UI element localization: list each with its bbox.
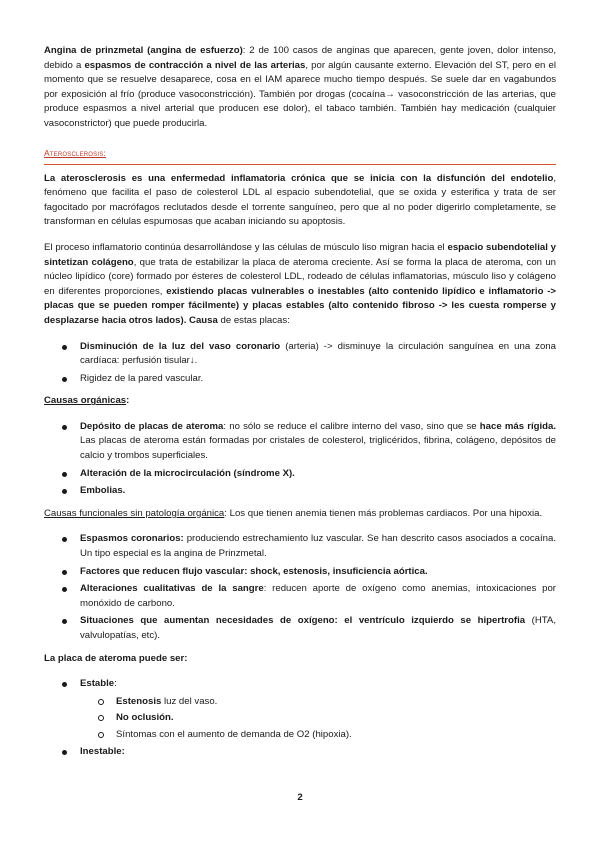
- sub-list-item: [44, 728, 556, 743]
- bullet-list-organicas: [44, 420, 556, 499]
- bullet-list-placa: [44, 677, 556, 759]
- list-item: [44, 532, 556, 561]
- bullet-icon: [62, 587, 67, 592]
- bold-run: existiendo placas vulnerables o inestables (alto contenido lipídico e inflamatorio -> placas que se pueden romper fácilmente) y placas estables (alto contenido fibroso -> les cuesta romperse y desplazarse hacia otros lados). Causa: [44, 285, 556, 326]
- causas-funcionales-paragraph: [44, 507, 556, 522]
- bold-run: Espasmos coronarios:: [80, 533, 184, 545]
- bold-run: Disminución de la luz del vaso coronario: [80, 340, 281, 352]
- list-item: [44, 484, 556, 499]
- underlined-heading: Causas orgánicas: [44, 395, 127, 407]
- bold-run: Estable: [80, 678, 115, 690]
- list-item-estable: [44, 677, 556, 692]
- causas-organicas-heading: [44, 394, 556, 409]
- bold-run: No oclusión.: [116, 712, 174, 724]
- bold-run: :: [121, 745, 125, 757]
- heading-colon: :: [126, 395, 130, 407]
- text-run: : no sólo se reduce el calibre interno del vaso, sino que se: [223, 420, 480, 432]
- underlined-heading: Causas funcionales sin patología orgánica: [44, 507, 225, 519]
- bullet-list-funcionales: [44, 532, 556, 643]
- bullet-icon: [62, 682, 67, 687]
- prinzmetal-title: Angina de prinzmetal (angina de esfuerzo): [44, 45, 243, 56]
- text-run: Rigidez de la pared vascular.: [80, 372, 204, 384]
- bullet-icon: [62, 489, 67, 494]
- bold-run: La aterosclerosis es una enfermedad inflamatoria crónica que se inicia con la disfunción del endotelio: [44, 172, 554, 184]
- bold-run: Depósito de placas de ateroma: [80, 420, 224, 432]
- text-run: , que trata de estabilizar la placa de ateroma creciente. Así se forma la placa de ateroma, con un núcleo lipídico (core) formado por ésteres de colesterol LDL, rodeado de células inflamatorias, músculo liso y colágeno en diferentes proporciones,: [44, 256, 556, 297]
- text-run: : 2 de 100 casos de anginas que aparecen, gente joven, dolor intenso, debido a: [44, 45, 556, 71]
- bold-run: Estenosis: [116, 695, 162, 707]
- bold-run: Inestable: [80, 745, 122, 757]
- text-run: Síntomas con el aumento de demanda de O2 (hipoxia).: [116, 728, 352, 740]
- bold-run: Alteración de la microcirculación (síndrome X).: [80, 467, 295, 479]
- sub-list-item: [44, 695, 556, 710]
- page-number: 2: [297, 792, 303, 803]
- bullet-icon: [62, 750, 67, 755]
- prinzmetal-paragraph: [44, 44, 556, 132]
- bold-run: Situaciones que aumentan necesidades de oxígeno: el ventrículo izquierdo se hipertrofia: [80, 615, 526, 627]
- list-item: [44, 467, 556, 482]
- list-item: [44, 420, 556, 464]
- text-run: El proceso inflamatorio continúa desarrollándose y las células de músculo liso migran hacia el: [44, 241, 448, 253]
- text-run: de estas placas:: [217, 314, 290, 326]
- text-run: : reducen aporte de oxígeno como anemias, intoxicaciones por monóxido de carbono.: [80, 583, 556, 609]
- bullet-icon: [62, 377, 67, 382]
- bullet-list-effects: [44, 340, 556, 387]
- text-run: , por algún causante externo. Elevación del ST, pero en el momento que se resuelve desaparece, cosa en el IAM aparece mucho tiempo después. Se suele dar en vagabundos por exposición al frío (produce vasoconstricción). También por drogas (cocaína→ vasoconstricción de las arterias, que produce espasmos a nivel arterial que producen ese dolor), el tabaco también. También hay medicación (cualquier vasoconstrictor) que puede producirla.: [44, 59, 556, 129]
- list-item-inestable: [44, 745, 556, 760]
- circle-bullet-icon: [98, 699, 104, 705]
- section-heading: Aterosclerosis:: [44, 147, 106, 158]
- list-item: [44, 372, 556, 387]
- bullet-icon: [62, 345, 67, 350]
- list-item: [44, 565, 556, 580]
- list-item: [44, 614, 556, 643]
- section-divider: [44, 143, 556, 165]
- text-run: :: [114, 678, 117, 690]
- circle-bullet-icon: [98, 715, 104, 721]
- text-run: produciendo estrechamiento luz vascular. Se han descrito casos asociados a cocaína. Un tipo especial es la angina de Prinzmetal.: [80, 533, 556, 560]
- list-item: [44, 340, 556, 369]
- text-run: : Los que tienen anemia tienen más problemas cardiacos. Por una hipoxia.: [224, 507, 543, 519]
- text-run: Las placas de ateroma están formadas por cristales de colesterol, triglicéridos, fibrina, colágeno, depósitos de calcio y trombos superficiales.: [80, 435, 556, 462]
- bullet-icon: [62, 425, 67, 430]
- text-run: (arteria) -> disminuye la circulación sanguínea en una zona cardíaca: perfusión tisular↓.: [80, 340, 556, 367]
- circle-bullet-icon: [98, 732, 104, 738]
- bold-run: hace más rígida.: [479, 420, 557, 432]
- sub-list-item: [44, 711, 556, 726]
- bold-run: espasmos de contracción a nivel de las arterias: [84, 59, 306, 71]
- bold-run: Embolias.: [80, 485, 126, 497]
- atero-paragraph-1: [44, 172, 556, 230]
- bullet-icon: [62, 619, 67, 624]
- bold-run: La placa de ateroma puede ser:: [44, 652, 188, 664]
- text-run: (HTA, valvulopatías, etc).: [80, 615, 556, 641]
- bold-run: espacio subendotelial y sintetizan colágeno: [44, 241, 557, 268]
- list-item: [44, 582, 556, 611]
- bullet-icon: [62, 537, 67, 542]
- bullet-icon: [62, 570, 67, 575]
- bullet-icon: [62, 472, 67, 477]
- placa-heading: [44, 652, 556, 667]
- atero-paragraph-2: [44, 241, 556, 329]
- bold-run: Factores que reducen flujo vascular: shock, estenosis, insuficiencia aórtica.: [80, 565, 428, 577]
- bold-run: Alteraciones cualitativas de la sangre: [80, 583, 264, 595]
- text-run: luz del vaso.: [161, 695, 218, 707]
- text-run: , fenómeno que facilita el paso de colesterol LDL al espacio subendotelial, que se oxida y esterifica y trata de ser fagocitado por macrófagos reclutados desde el torrente sanguíneo, pero que al no poder digerirlo completamente, se transforman en células espumosas que acaban iniciando su apoptosis.: [44, 172, 556, 228]
